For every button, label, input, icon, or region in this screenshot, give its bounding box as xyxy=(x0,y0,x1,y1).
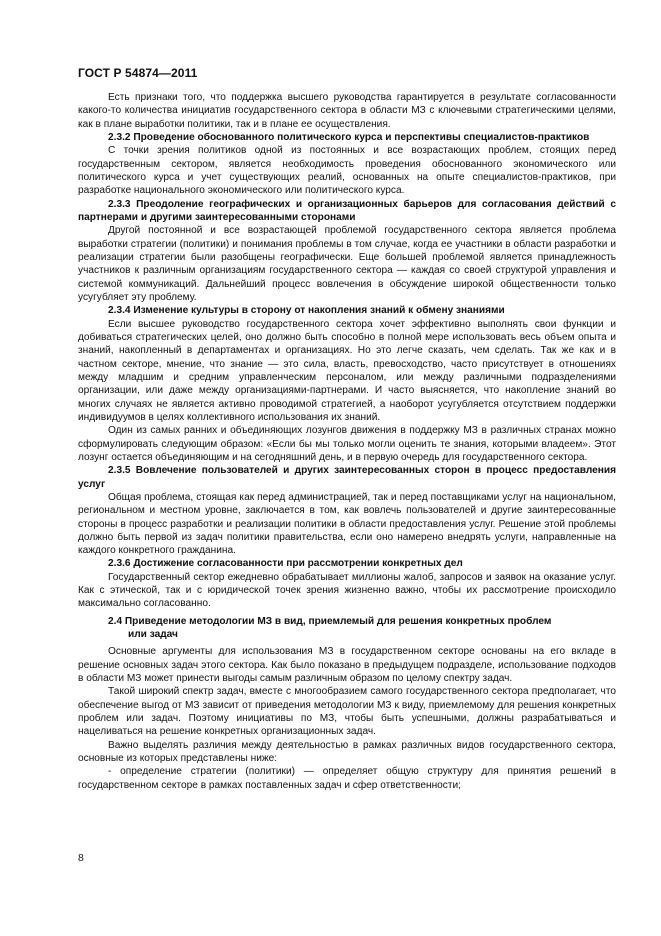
list-item-strategy: - определение стратегии (политики) — определяет общую структуру для принятия решений в государственном секторе в рамках поставленных задач и сфер ответственности; xyxy=(78,766,616,791)
heading-2-3-5: 2.3.5 Вовлечение пользователей и других заинтересованных сторон в процесс предоставления услуг xyxy=(78,465,616,490)
page-number: 8 xyxy=(78,852,84,864)
page-body xyxy=(78,91,616,792)
heading-2-4-line2: или задач xyxy=(128,629,178,641)
paragraph-2-3-6: Государственный сектор ежедневно обрабатывает миллионы жалоб, запросов и заявок на оказание услуг. Как с этической, так и с юридической точек зрения жизненно важно, чтобы их рассмотрение происходило максимально согласованно. xyxy=(78,571,616,610)
paragraph-2-3-2: С точки зрения политиков одной из постоянных и все возрастающих проблем, стоящих перед государственным сектором, является необходимость проведения обоснованного экономического или политического курса и учет существующих реалий, основанных на опыте специалистов-практиков, при разработке национального экономического или политического курса. xyxy=(78,145,616,197)
paragraph-2-3-4-a: Если высшее руководство государственного сектора хочет эффективно выполнять свои функции и добиваться стратегических целей, оно должно быть способно в полной мере использовать весь объем опыта и знаний, накопленный в департаментах и организациях. Но это легче сказать, чем сделать. Так же как и в частном секторе, мнение, что знание — это сила, власть, превосходство, часто присутствует в отношениях между младшим и средним управленческим персоналом, или между различными подразделениями организации, или даже между организациями-партнерами. И часто выясняется, что накопление знаний во многих случаях не является активно проводимой стратегией, а наоборот усугубляется отсутствием поддержки индивидуумов в целях коллективного использования их знаний. xyxy=(78,318,616,423)
paragraph-2-4-b: Такой широкий спектр задач, вместе с многообразием самого государственного сектора предполагает, что обеспечение выгод от МЗ зависит от приведения методологии МЗ к виду, приемлемому для решения конкретных проблем или задач. Поэтому инициативы по МЗ, чтобы быть успешными, должны разрабатываться и нацеливаться на решение конкретных организационных задач. xyxy=(78,686,616,738)
paragraph-2-3-4-b: Один из самых ранних и объединяющих лозунгов движения в поддержку МЗ в различных странах можно сформулировать следующим образом: «Если бы мы только могли оценить те знания, которыми владеем». Этот лозунг остается объединяющим и на сегодняшний день, и в первую очередь для государственного сектора. xyxy=(78,425,616,463)
standard-header: ГОСТ Р 54874—2011 xyxy=(78,66,198,80)
heading-2-3-3: 2.3.3 Преодоление географических и организационных барьеров для согласования действий с партнерами и другими заинтересованными сторонами xyxy=(78,198,616,223)
paragraph-2-4-c: Важно выделять различия между деятельностью в рамках различных видов государственного сектора, основные из которых представлены ниже: xyxy=(78,739,616,765)
paragraph-2-4-a: Основные аргументы для использования МЗ в государственном секторе основаны на его вкладе в решение основных задач этого сектора. Как было показано в предыдущем подразделе, использование подходов в области МЗ может принести выгоды самым различным образом по целому спектру задач. xyxy=(78,646,616,685)
heading-2-4 xyxy=(78,615,616,642)
heading-2-4-line1: 2.4 Приведение методологии МЗ в вид, приемлемый для решения конкретных проблем xyxy=(108,615,552,627)
heading-2-3-6: 2.3.6 Достижение согласованности при рассмотрении конкретных дел xyxy=(108,558,463,570)
paragraph-2-3-5: Общая проблема, стоящая как перед администрацией, так и перед поставщиками услуг на национальном, региональном и местном уровне, заключается в том, как вовлечь пользователей и другие заинтересованные стороны в процесс разработки и реализации политики в области предоставления услуг. Решение этой проблемы должно быть первой из задач политики правительства, если оно намерено внедрять услуги, направленные на каждого конкретного гражданина. xyxy=(78,491,616,557)
paragraph-intro: Есть признаки того, что поддержка высшего руководства гарантируется в результате согласованности какого-то количества инициатив государственного сектора в области МЗ с ключевыми стратегическими целями, как в плане выработки политики, так и в плане ее осуществления. xyxy=(78,92,616,130)
heading-2-3-2: 2.3.2 Проведение обоснованного политического курса и перспективы специалистов-практиков xyxy=(108,131,590,143)
paragraph-2-3-3: Другой постоянной и все возрастающей проблемой государственного сектора является проблема выработки стратегии (политики) и понимания проблемы в том случае, когда ее участники в области разработки и реализации стратегии были разобщены географически. Еще большей проблемой является принадлежность участников к различным организациям государственного сектора — каждая со своей структурой управления и системой коммуникаций. Дальнейший процесс вовлечения в обсуждение широкой общественности только усугубляет эту проблему. xyxy=(78,225,616,303)
heading-2-3-4: 2.3.4 Изменение культуры в сторону от накопления знаний к обмену знаниями xyxy=(108,305,505,317)
